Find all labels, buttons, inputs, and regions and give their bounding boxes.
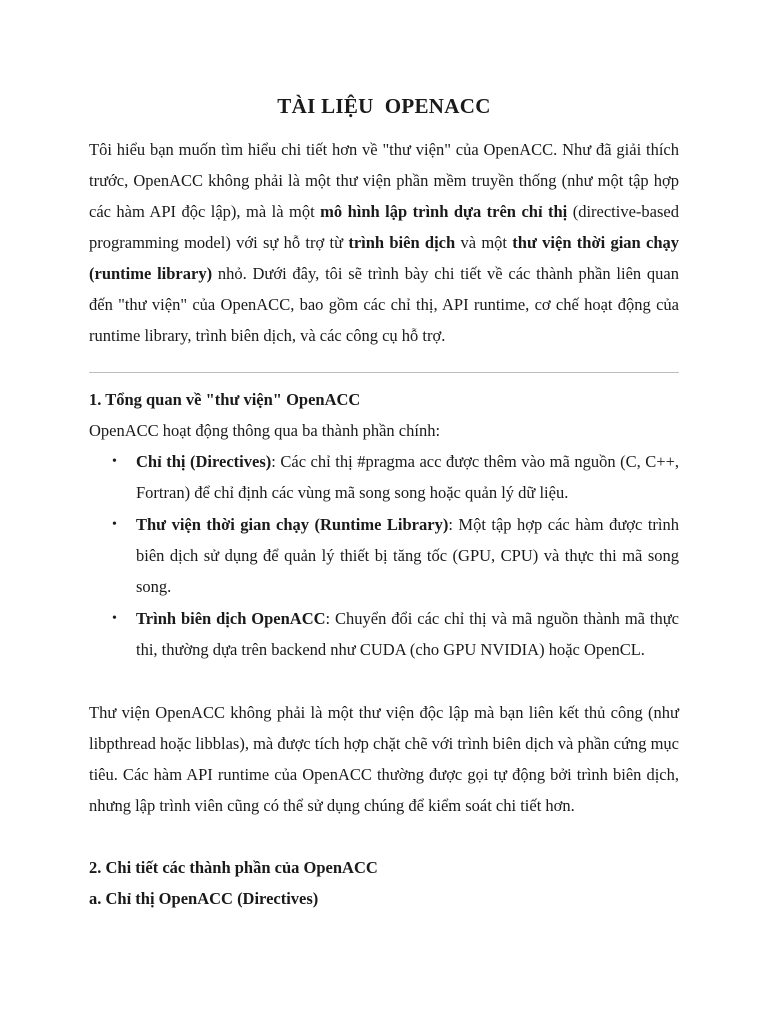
section-2-heading: 2. Chi tiết các thành phần của OpenACC — [89, 858, 378, 877]
list-item — [112, 446, 680, 508]
intro-text-3: và một — [455, 233, 513, 252]
list-item-term: Chỉ thị (Directives) — [136, 452, 272, 471]
intro-bold-1: mô hình lập trình dựa trên chỉ thị — [320, 202, 568, 221]
section-2a-heading: a. Chỉ thị OpenACC (Directives) — [89, 889, 319, 908]
document-title: TÀI LIỆU OPENACC — [277, 94, 491, 118]
list-item — [112, 603, 679, 665]
intro-text-1: Tôi hiểu bạn muốn tìm hiểu chi tiết hơn về "thư viện" của OpenACC. Như đã giải thích trước, OpenACC không phải là một thư viện phần mềm truyền thống (như một tập hợp các hàm API độc lập), mà là một — [89, 140, 679, 221]
list-item-text: : Các chỉ thị #pragma acc được thêm vào mã nguồn (C, C++, Fortran) để chỉ định các vùng mã song song hoặc quản lý dữ liệu. — [136, 452, 680, 502]
section-1-closing: Thư viện OpenACC không phải là một thư viện độc lập mà bạn liên kết thủ công (như libpthread hoặc libblas), mà được tích hợp chặt chẽ với trình biên dịch và phần cứng mục tiêu. Các hàm API runtime của OpenACC thường được gọi tự động bởi trình biên dịch, nhưng lập trình viên cũng có thể sử dụng chúng để kiểm soát chi tiết hơn. — [89, 703, 679, 815]
intro-bold-2: trình biên dịch — [348, 233, 456, 252]
intro-paragraph — [89, 134, 679, 351]
list-item-text: : Một tập hợp các hàm được trình biên dịch sử dụng để quản lý thiết bị tăng tốc (GPU, CPU) và thực thi mã song song. — [136, 515, 679, 596]
intro-text-4: nhỏ. Dưới đây, tôi sẽ trình bày chi tiết về các thành phần liên quan đến "thư viện" của OpenACC, bao gồm các chỉ thị, API runtime, cơ chế hoạt động của runtime library, trình biên dịch, và các công cụ hỗ trợ. — [89, 264, 679, 345]
components-list — [112, 446, 680, 666]
bullet-icon: • — [112, 517, 117, 532]
list-item-text: : Chuyển đổi các chỉ thị và mã nguồn thành mã thực thi, thường dựa trên backend như CUDA (cho GPU NVIDIA) hoặc OpenCL. — [136, 609, 679, 659]
list-item-term: Trình biên dịch OpenACC — [136, 609, 326, 628]
bullet-icon: • — [112, 611, 117, 626]
intro-text-2: (directive-based programming model) với sự hỗ trợ từ — [89, 202, 679, 252]
bullet-icon: • — [112, 454, 117, 469]
section-1-heading: 1. Tổng quan về "thư viện" OpenACC — [89, 390, 361, 409]
list-item-term: Thư viện thời gian chạy (Runtime Library) — [136, 515, 449, 534]
horizontal-divider — [89, 372, 679, 373]
list-item — [112, 509, 679, 602]
section-1-lead: OpenACC hoạt động thông qua ba thành phần chính: — [89, 421, 441, 440]
intro-bold-3: thư viện thời gian chạy (runtime library) — [89, 233, 680, 283]
